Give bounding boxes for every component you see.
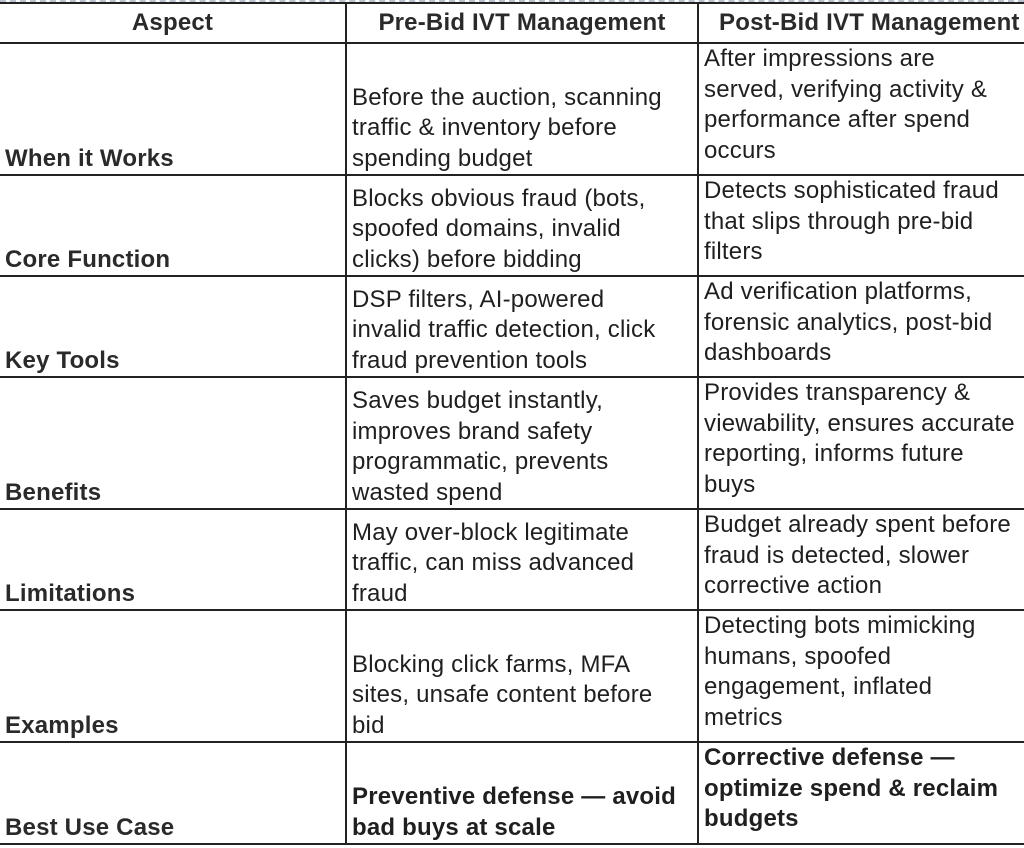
pre-bid-line: DSP filters, AI-powered [352, 285, 605, 313]
post-bid-cell [698, 509, 1024, 610]
pre-bid-line: invalid traffic detection, click [352, 316, 656, 343]
post-bid-line: Detects sophisticated fraud [704, 177, 999, 204]
aspect-cell: Key Tools [0, 276, 346, 377]
table-row-limitations [0, 509, 1024, 610]
aspect-cell: Examples [0, 610, 346, 742]
post-bid-line: fraud is detected, slower [704, 541, 970, 569]
pre-bid-line: Saves budget instantly, [352, 387, 603, 414]
post-bid-cell [698, 610, 1024, 742]
pre-bid-line: fraud [352, 579, 408, 607]
pre-bid-line: May over-block legitimate [352, 518, 630, 546]
pre-bid-line: spending budget [352, 144, 533, 172]
header-pre-bid: Pre-Bid IVT Management [346, 3, 698, 43]
table-row-core-function [0, 175, 1024, 276]
aspect-cell: Benefits [0, 377, 346, 509]
post-bid-line: performance after spend [704, 106, 971, 133]
pre-bid-line: traffic, can miss advanced [352, 549, 635, 576]
pre-bid-line: clicks) before bidding [352, 245, 582, 273]
header-post-bid: Post-Bid IVT Management [698, 3, 1024, 43]
table-row-examples [0, 610, 1024, 742]
header-aspect: Aspect [0, 3, 346, 43]
post-bid-line: After impressions are [704, 45, 935, 72]
pre-bid-cell [346, 377, 698, 509]
pre-bid-line: spoofed domains, invalid [352, 215, 621, 242]
aspect-cell: Best Use Case [0, 742, 346, 844]
post-bid-cell [698, 742, 1024, 844]
pre-bid-line: fraud prevention tools [352, 346, 588, 374]
post-bid-line: corrective action [704, 572, 883, 599]
post-bid-line: buys [704, 470, 756, 498]
table-row-best-use-case [0, 742, 1024, 844]
post-bid-line: served, verifying activity & [704, 75, 988, 103]
table-row-key-tools [0, 276, 1024, 377]
table-row-when-it-works [0, 43, 1024, 175]
header-row [0, 3, 1024, 43]
post-bid-line: Provides transparency & [704, 379, 971, 406]
pre-bid-line: Blocks obvious fraud (bots, [352, 184, 646, 212]
post-bid-line: metrics [704, 703, 783, 731]
pre-bid-line: wasted spend [352, 478, 503, 506]
post-bid-line: reporting, informs future [704, 440, 964, 467]
pre-bid-cell [346, 175, 698, 276]
aspect-cell: When it Works [0, 43, 346, 175]
pre-bid-line: improves brand safety [352, 417, 593, 445]
post-bid-line: budgets [704, 805, 799, 832]
post-bid-line: that slips through pre-bid [704, 207, 974, 235]
pre-bid-line: programmatic, prevents [352, 448, 609, 475]
pre-bid-line: bad buys at scale [352, 813, 556, 841]
pre-bid-line: Blocking click farms, MFA [352, 650, 631, 678]
pre-bid-line: Before the auction, scanning [352, 83, 662, 111]
post-bid-cell [698, 276, 1024, 377]
post-bid-line: filters [704, 238, 763, 265]
ivt-comparison-table [0, 2, 1024, 845]
post-bid-line: dashboards [704, 339, 832, 366]
pre-bid-cell [346, 742, 698, 844]
pre-bid-cell [346, 610, 698, 742]
pre-bid-cell [346, 509, 698, 610]
post-bid-line: forensic analytics, post-bid [704, 308, 993, 336]
pre-bid-line: sites, unsafe content before [352, 681, 653, 708]
aspect-cell: Core Function [0, 175, 346, 276]
post-bid-cell [698, 175, 1024, 276]
pre-bid-line: Preventive defense — avoid [352, 783, 676, 810]
post-bid-cell [698, 43, 1024, 175]
pre-bid-line: bid [352, 711, 385, 739]
post-bid-line: Budget already spent before [704, 511, 1011, 538]
pre-bid-cell [346, 43, 698, 175]
pre-bid-cell [346, 276, 698, 377]
table-row-benefits [0, 377, 1024, 509]
post-bid-line: humans, spoofed [704, 642, 892, 670]
pre-bid-line: traffic & inventory before [352, 114, 617, 141]
post-bid-line: Ad verification platforms, [704, 278, 972, 305]
post-bid-line: engagement, inflated [704, 673, 933, 700]
post-bid-line: Corrective defense — [704, 744, 955, 771]
post-bid-cell [698, 377, 1024, 509]
aspect-cell: Limitations [0, 509, 346, 610]
post-bid-line: optimize spend & reclaim [704, 774, 999, 802]
post-bid-line: viewability, ensures accurate [704, 409, 1015, 437]
post-bid-line: Detecting bots mimicking [704, 612, 976, 639]
post-bid-line: occurs [704, 136, 776, 164]
